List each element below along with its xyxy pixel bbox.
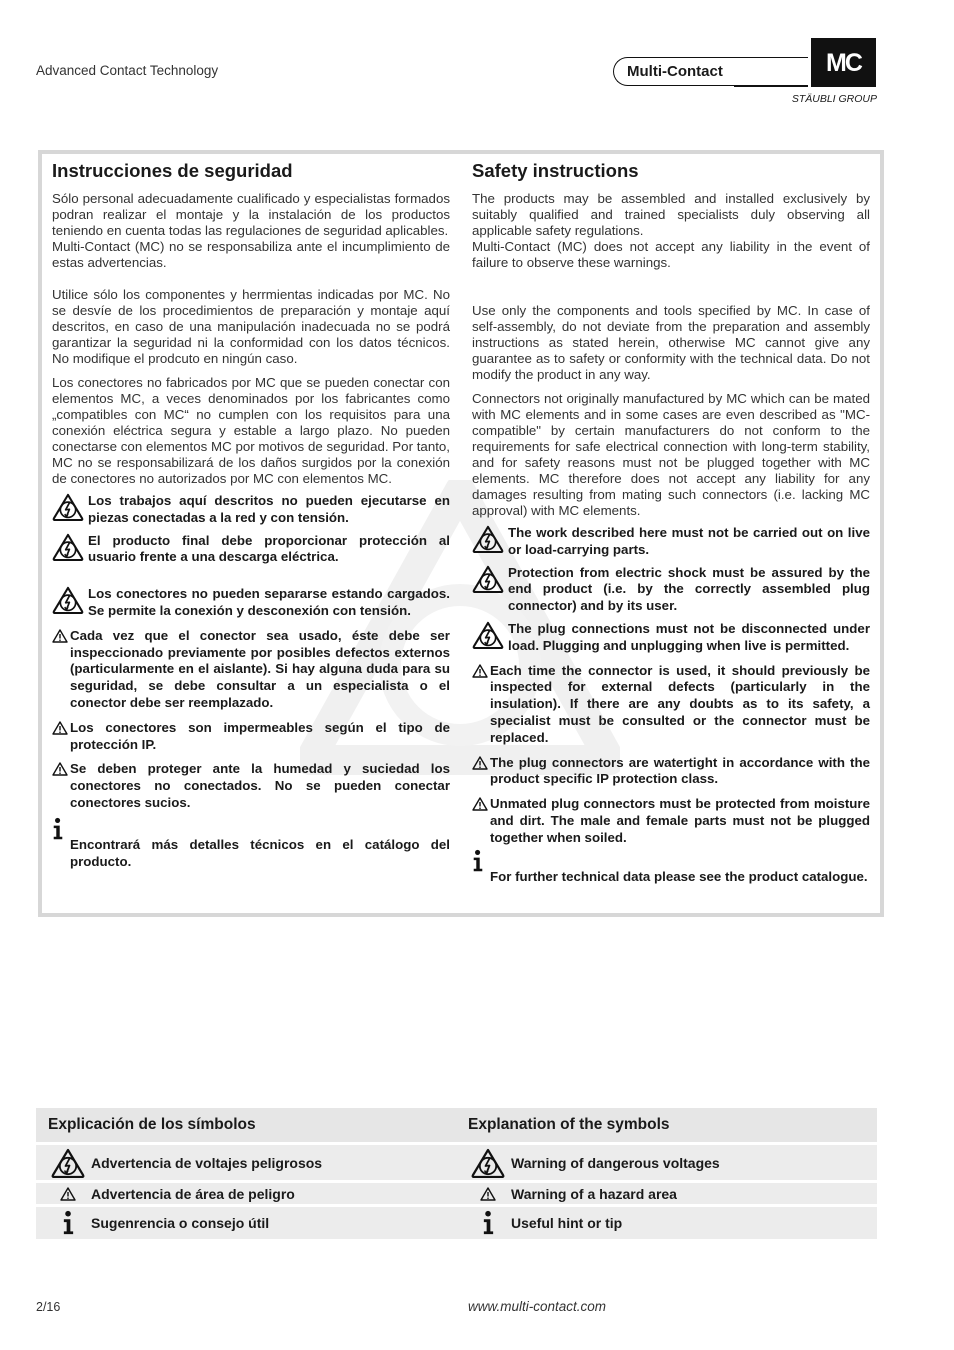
paragraph: The products may be assembled and installed exclusively by suitably qualified and trained specialists duly observing all applicable safety regulations. [472,191,870,238]
spanish-column [52,160,450,870]
info-icon [52,817,70,846]
paragraph: Use only the components and tools specified by MC. In case of self-assembly, do not deviate from the preparation and assembly instructions as stated herein, otherwise MC cannot give any guarantee as to safety or conformity with the technical data. Do not modify the product in any way. [472,303,870,382]
symbol-description: Warning of a hazard area [511,1185,677,1202]
symbol-row [36,1183,877,1204]
symbols-legend [36,1108,877,1239]
safety-instructions-box [38,150,884,917]
tagline: Advanced Contact Technology [36,63,219,78]
voltage-warning-item [52,533,450,567]
hazard-warning-item [472,663,870,747]
voltage-warning-item [472,525,870,559]
symbol-description: Advertencia de voltajes peligrosos [91,1154,323,1171]
warning-text: The plug connections must not be disconnected under load. Plugging and unplugging when live is permitted. [508,620,870,653]
voltage-warning-icon [52,493,88,526]
hazard-warning-item [52,628,450,712]
voltage-warning-icon [472,621,508,654]
info-icon [472,849,490,878]
symbols-title-en: Explanation of the symbols [468,1116,670,1133]
info-item [52,837,450,871]
warning-text: The work described here must not be carried out on live or load-carrying parts. [508,525,870,557]
hazard-warning-item [472,755,870,789]
paragraph: Los conectores no fabricados por MC que se pueden conectar con elementos MC, a veces denominados por los fabricantes como „compatibles con MC“ no cumplen con los requisitos para una conexión eléctrica segura y estable a largo plazo. No pueden conectarse con elementos MC por motivos de seguridad. Por tanto, MC no se responsabilizará de los daños surgidos por la conexión de conectores no autorizados por MC con elementos MC. [52,375,450,486]
hazard-warning-icon [52,628,70,648]
voltage-warning-icon [472,565,508,598]
voltage-warning-icon [465,1148,511,1178]
english-title: Safety instructions [472,160,639,181]
english-column [472,160,870,885]
warning-text: El producto final debe proporcionar protección al usuario frente a una descarga eléctrica. [88,532,450,565]
warning-text: Los trabajos aquí descritos no pueden ejecutarse en piezas conectadas a la red y con tensión. [88,493,450,525]
warning-text: Los conectores son impermeables según el tipo de protección IP. [70,719,450,752]
symbols-legend-header [36,1108,877,1142]
voltage-warning-item [472,565,870,615]
paragraph: Utilice sólo los componentes y herrmientas indicadas por MC. No se desvíe de los procedimientos de preparación y montaje aquí descritos, en caso de una manipulación inadecuada no se podrá garantizar la seguridad ni la conformidad con los datos técnicos. No modifique el prodcuto en ningún caso. [52,287,450,366]
warning-text: The plug connectors are watertight in accordance with the product specific IP protection class. [490,754,870,787]
paragraph: Multi-Contact (MC) does not accept any liability in the event of failure to observe these warnings. [472,239,870,270]
paragraph: Multi-Contact (MC) no se responsabiliza ante el incumplimiento de estas advertencias. [52,239,450,270]
logo-mc-mark[interactable]: MC [811,38,876,87]
info-text: For further technical data please see the product catalogue. [490,868,868,884]
info-text: Encontrará más detalles técnicos en el catálogo del producto. [70,836,450,869]
website-link[interactable]: www.multi-contact.com [468,1299,607,1314]
spanish-title: Instrucciones de seguridad [52,160,293,181]
symbol-description: Useful hint or tip [511,1215,623,1231]
warning-text: Protection from electric shock must be assured by the end product (i.e. by the correctly assembled plug connector) and by its user. [508,564,870,614]
voltage-warning-item [52,493,450,527]
warning-text: Each time the connector is used, it should previously be inspected for external defects (particularly in the insulation). If there are any doubts as to its safety, a specialist must be consulted or the connector must be replaced. [490,662,870,745]
symbol-description: Advertencia de área de peligro [91,1185,295,1202]
symbol-description: Sugenrencia o consejo útil [91,1215,270,1231]
hazard-warning-item [52,720,450,754]
hazard-warning-item [472,796,870,846]
voltage-warning-icon [472,525,508,558]
voltage-warning-item [472,621,870,655]
info-item [472,869,870,886]
hazard-warning-icon [472,796,490,816]
hazard-warning-item [52,761,450,811]
voltage-warning-icon [52,586,88,619]
hazard-warning-icon [52,720,70,740]
paragraph: Sólo personal adecuadamente cualificado y especialistas formados podran realizar el montaje y la instalación de los productos teniendo en cuenta todas las regulaciones de seguridad aplicables. [52,191,450,238]
staubli-group-label: STÄUBLI GROUP [791,93,877,105]
warning-text: Los conectores no pueden separarse estando cargados. Se permite la conexión y desconexión con tensión. [88,586,450,618]
symbol-row [36,1145,877,1180]
symbol-description: Warning of dangerous voltages [511,1154,720,1171]
hazard-warning-icon [465,1187,511,1201]
voltage-warning-icon [52,533,88,566]
symbols-title-es: Explicación de los símbolos [48,1116,256,1133]
hazard-warning-icon [472,663,490,683]
page-number: 2/16 [36,1300,61,1314]
paragraph: Connectors not originally manufactured by MC which can be mated with MC elements and in some cases are even described as "MC-compatible" by certain manufacturers do not conform to the requirements for safe electrical connection with long-term stability, and for safety reasons must not be plugged together with MC elements. MC therefore does not accept any liability for any damages resulting from mating such connectors (i.e. lacking MC approval) with MC elements. [472,391,870,518]
warning-text: Cada vez que el conector sea usado, éste debe ser inspeccionado previamente por posibles defectos externos (particularmente en el aislante). Si hay alguna duda para su seguridad, se debe consultar a un especialista o el conector debe ser reemplazado. [70,627,450,710]
hazard-warning-icon [52,761,70,781]
warning-text: Se deben proteger ante la humedad y suciedad los conectores no conectados. No se pueden conectar conectores sucios. [70,761,450,810]
info-icon [45,1210,91,1236]
warning-text: Unmated plug connectors must be protected from moisture and dirt. The male and female parts must not be plugged together when soiled. [490,796,870,845]
hazard-warning-icon [472,755,490,775]
hazard-warning-icon [45,1187,91,1201]
voltage-warning-item [52,586,450,620]
info-icon [465,1210,511,1236]
logo-wordmark[interactable]: Multi-Contact [613,57,808,86]
voltage-warning-icon [45,1148,91,1178]
symbol-row [36,1207,877,1239]
